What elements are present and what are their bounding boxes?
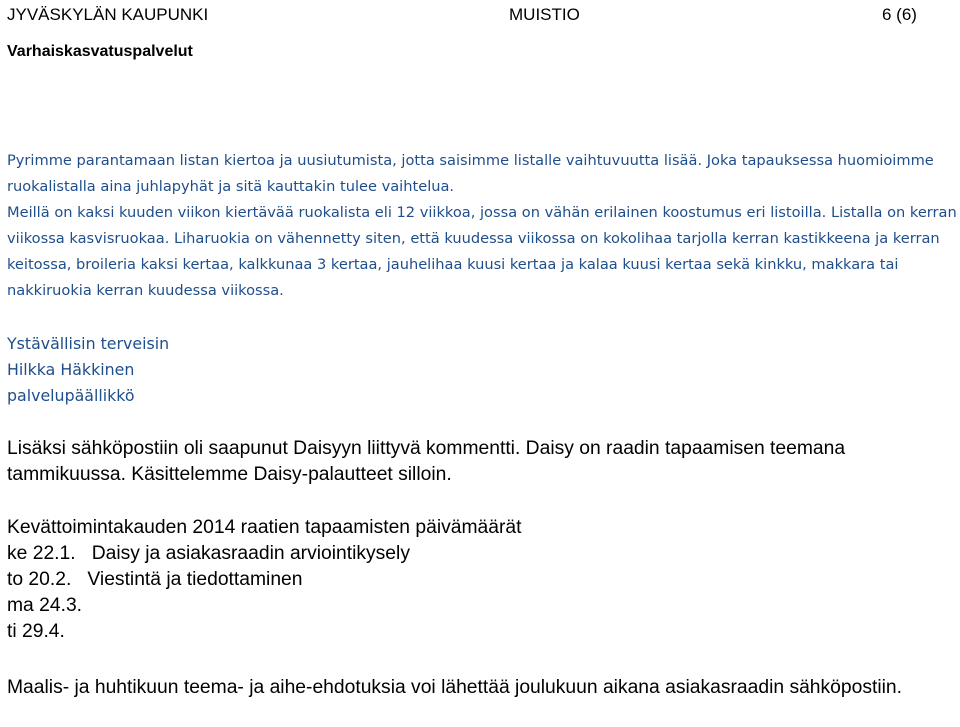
quoted-paragraph-menu-rotation: Pyrimme parantamaan listan kiertoa ja uusiutumista, jotta saisimme listalle vaihtuvuutta lisää. Joka tapauksessa huomioimme ruokalistalla aina juhlapyhät ja sitä kauttakin tulee vaihtelua.	[7, 152, 934, 195]
schedule-heading: Kevättoimintakauden 2014 raatien tapaamisten päivämäärät	[7, 517, 522, 538]
quoted-paragraph-menu-composition: Meillä on kaksi kuuden viikon kiertävää ruokalista eli 12 viikkoa, jossa on vähän erilainen koostumus eri listoilla. Listalla on kerran viikossa kasvisruokaa. Liharuokia on vähennetty siten, että kuudessa viikossa on kokolihaa tarjolla kerran kastikkeena ja kerran keitossa, broileria kaksi kertaa, kalkkunaa 3 kertaa, jauhelihaa kuusi kertaa ja kalaa kuusi kertaa sekä kinkku, makkara tai nakkiruokia kerran kuudessa viikossa.	[7, 204, 957, 299]
meeting-topic: Daisy ja asiakasraadin arviointikysely	[91, 543, 410, 564]
signature-name: Hilkka Häkkinen	[7, 360, 135, 379]
meeting-date: to 20.2.	[7, 569, 72, 590]
schedule-row	[7, 619, 959, 645]
schedule-row	[7, 541, 959, 567]
meeting-schedule	[7, 515, 959, 645]
document-header	[0, 0, 960, 30]
final-note-text: Maalis- ja huhtikuun teema- ja aihe-ehdotuksia voi lähettää joulukuun aikana asiakasraadin sähköpostiin.	[7, 677, 902, 698]
daisy-note-text: Lisäksi sähköpostiin oli saapunut Daisyyn liittyvä kommentti. Daisy on raadin tapaamisen teemana tammikuussa. Käsittelemme Daisy-palautteet silloin.	[7, 438, 846, 485]
meeting-date: ke 22.1.	[7, 543, 76, 564]
organization-name: JYVÄSKYLÄN KAUPUNKI	[7, 5, 209, 24]
schedule-row	[7, 593, 959, 619]
meeting-topic: Viestintä ja tiedottaminen	[87, 569, 303, 590]
email-signature	[7, 331, 169, 409]
daisy-comment-note	[7, 436, 959, 488]
signature-greeting: Ystävällisin terveisin	[7, 334, 170, 353]
meeting-date: ti 29.4.	[7, 621, 65, 642]
quoted-email-message	[7, 148, 959, 304]
department-name: Varhaiskasvatuspalvelut	[7, 43, 193, 60]
meeting-date: ma 24.3.	[7, 595, 83, 616]
document-type: MUISTIO	[509, 5, 580, 24]
page-number: 6 (6)	[882, 5, 917, 24]
schedule-row	[7, 567, 959, 593]
suggestions-note	[7, 675, 959, 701]
signature-title: palvelupäällikkö	[7, 386, 135, 405]
